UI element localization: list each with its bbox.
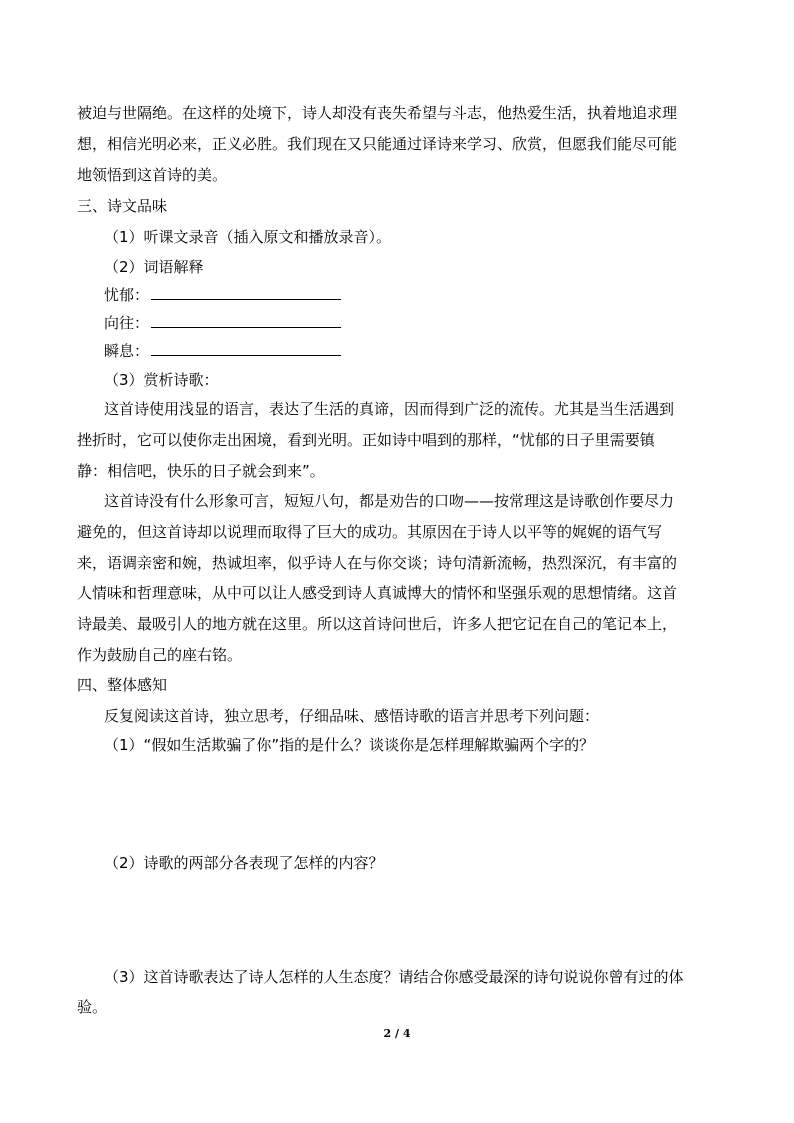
intro-line-3: 地领悟到这首诗的美。 bbox=[77, 166, 228, 184]
intro-line-2: 想，相信光明必来，正义必胜。我们现在又只能通过译诗来学习、欣赏，但愿我们能尽可能 bbox=[77, 135, 678, 153]
question-2: （2）诗歌的两部分各表现了怎样的内容？ bbox=[104, 854, 384, 872]
appreciation-para2-line4: 人情味和哲理意味，从中可以让人感受到诗人真诚博大的情怀和坚强乐观的思想情绪。这首 bbox=[77, 584, 678, 602]
appreciation-para2-line5: 诗最美、最吸引人的地方就在这里。所以这首诗问世后，许多人把它记在自己的笔记本上， bbox=[77, 615, 678, 633]
appreciation-para2-line2: 避免的，但这首诗却以说理而取得了巨大的成功。其原因在于诗人以平等的娓娓的语气写 bbox=[77, 523, 663, 541]
vocab-label: 忧郁： bbox=[104, 286, 150, 304]
vocab-label: 向往： bbox=[104, 314, 150, 332]
answer-blank[interactable] bbox=[151, 313, 341, 328]
appreciation-heading: （3）赏析诗歌： bbox=[104, 371, 219, 389]
appreciation-para1-line1: 这首诗使用浅显的语言，表达了生活的真谛，因而得到广泛的流传。尤其是当生活遇到 bbox=[104, 400, 675, 418]
question-1: （1）“假如生活欺骗了你”指的是什么？谈谈你是怎样理解欺骗两个字的？ bbox=[104, 736, 595, 754]
appreciation-para1-line3: 静：相信吧，快乐的日子就会到来”。 bbox=[77, 462, 325, 480]
appreciation-para2-line3: 来，语调亲密和婉，热诚坦率，似乎诗人在与你交谈；诗句清新流畅，热烈深沉，有丰富的 bbox=[77, 554, 678, 572]
vocab-row-youyu bbox=[104, 285, 341, 305]
section-heading-3: 三、诗文品味 bbox=[77, 197, 168, 215]
section-heading-4: 四、整体感知 bbox=[77, 676, 168, 694]
appreciation-para1-line2: 挫折时，它可以使你走出困境，看到光明。正如诗中唱到的那样，“忧郁的日子里需要镇 bbox=[77, 431, 655, 449]
page-number: 2 / 4 bbox=[383, 1027, 411, 1040]
vocab-label: 瞬息： bbox=[104, 342, 150, 360]
answer-blank[interactable] bbox=[151, 341, 341, 356]
section4-intro: 反复阅读这首诗，独立思考，仔细品味、感悟诗歌的语言并思考下列问题： bbox=[104, 707, 600, 725]
answer-blank[interactable] bbox=[151, 285, 341, 300]
question-3-line2: 验。 bbox=[77, 998, 108, 1016]
vocab-heading: （2）词语解释 bbox=[104, 258, 204, 276]
listen-recording-item: （1）听课文录音（插入原文和播放录音）。 bbox=[104, 228, 392, 246]
appreciation-para2-line1: 这首诗没有什么形象可言，短短八句，都是劝告的口吻——按常理这是诗歌创作要尽力 bbox=[104, 492, 675, 510]
appreciation-para2-line6: 作为鼓励自己的座右铭。 bbox=[77, 646, 243, 664]
question-3-line1: （3）这首诗歌表达了诗人怎样的人生态度？请结合你感受最深的诗句说说你曾有过的体 bbox=[104, 968, 684, 986]
vocab-row-shunxi bbox=[104, 341, 341, 361]
vocab-row-xiangwang bbox=[104, 313, 341, 333]
intro-line-1: 被迫与世隔绝。在这样的处境下，诗人却没有丧失希望与斗志，他热爱生活，执着地追求理 bbox=[77, 104, 678, 122]
